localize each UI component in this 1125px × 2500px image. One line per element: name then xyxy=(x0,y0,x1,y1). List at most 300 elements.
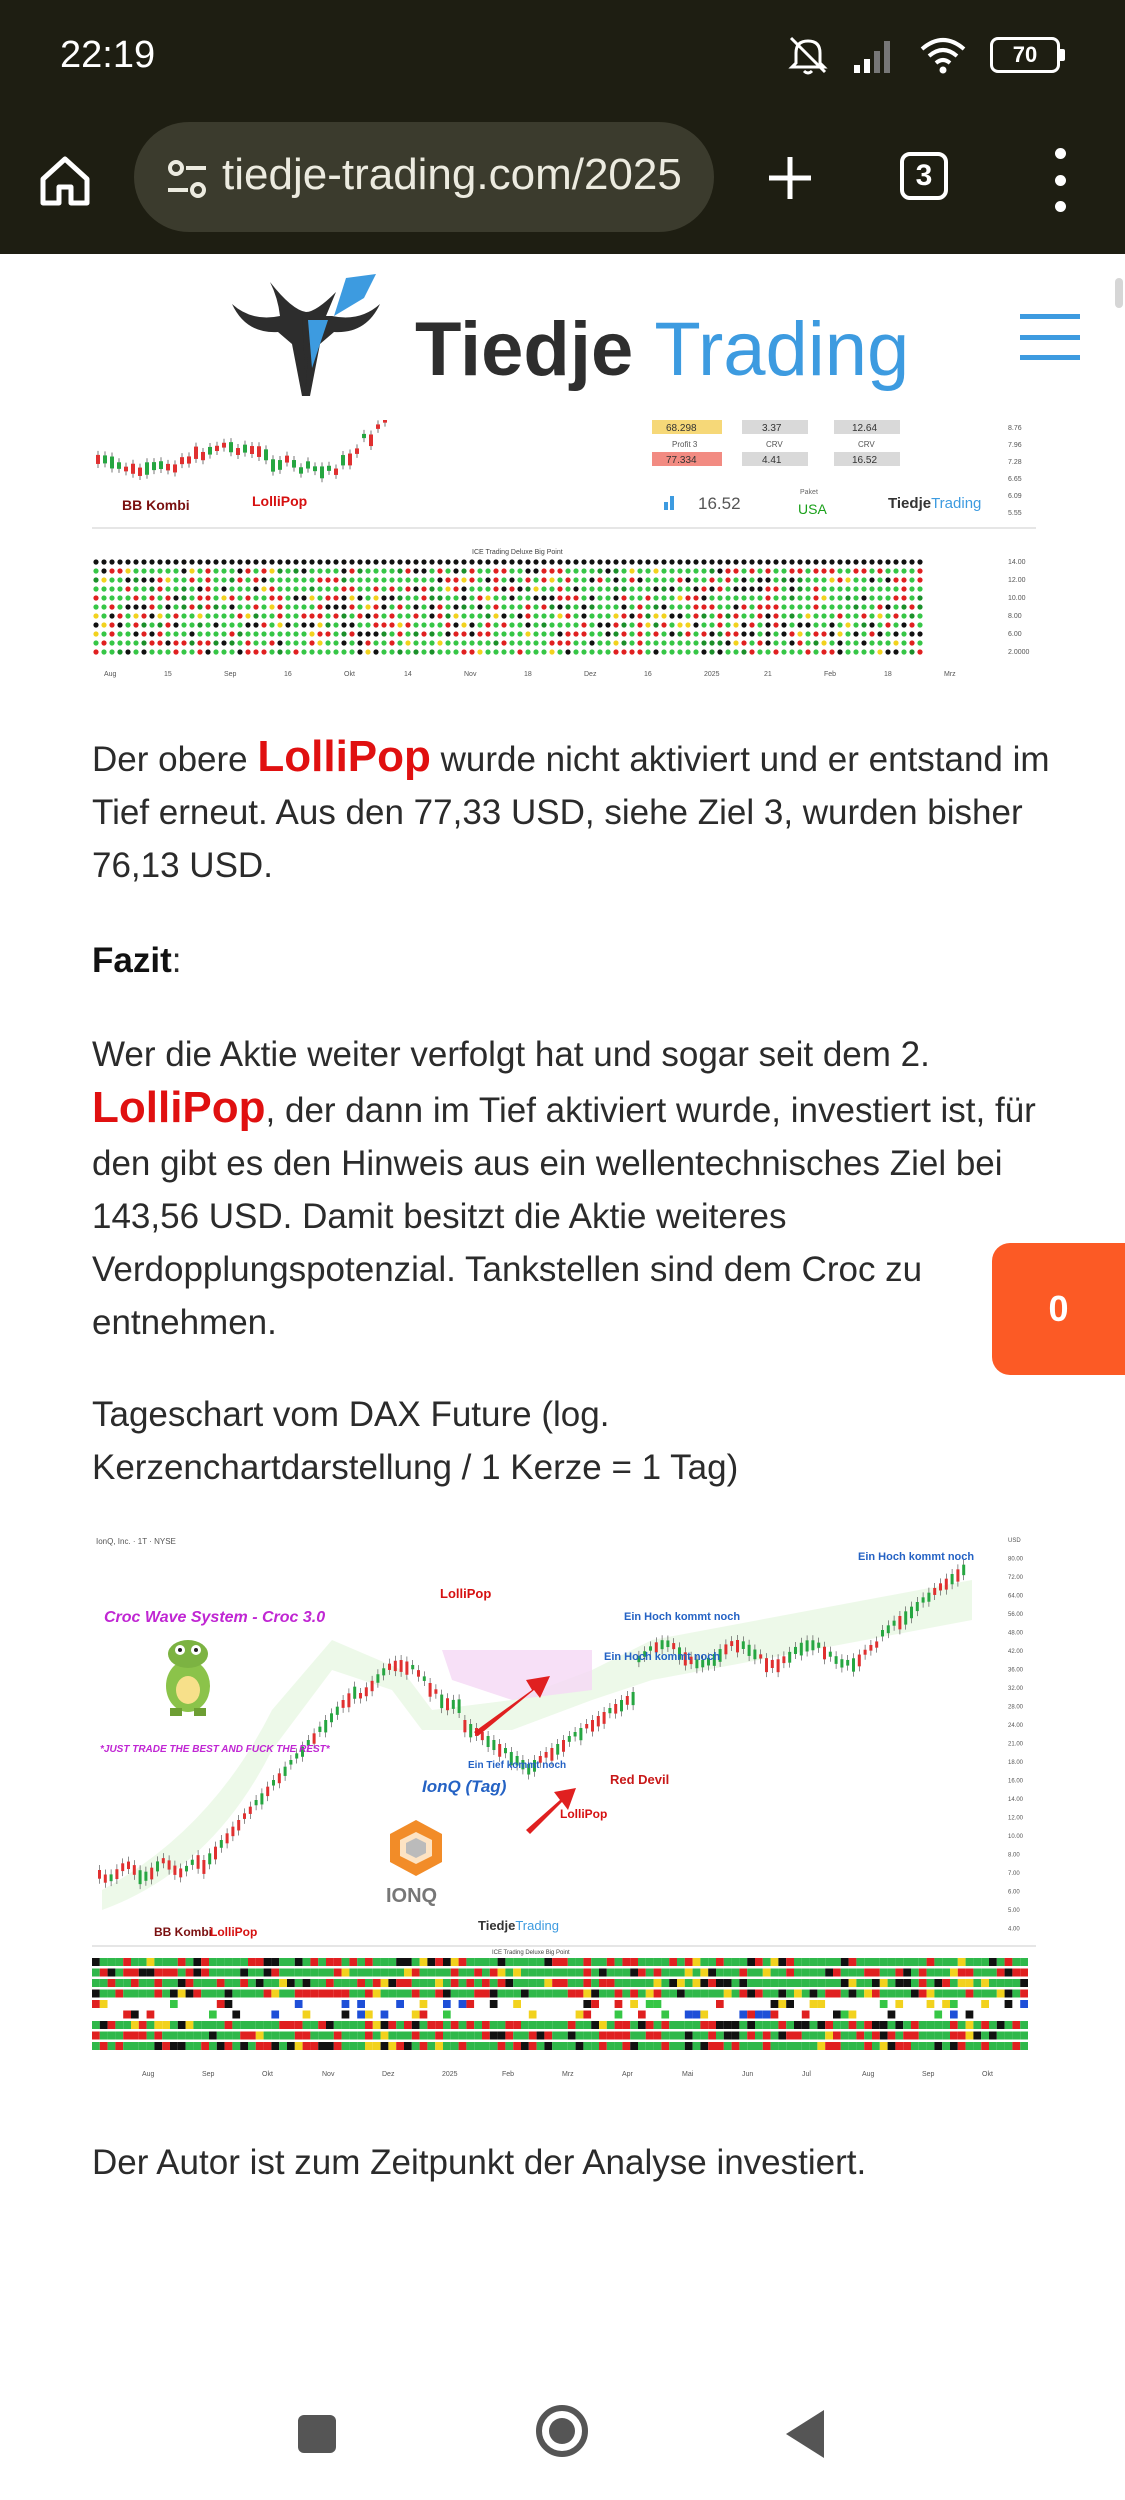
signal-cell xyxy=(404,2042,412,2050)
tab-switcher-button[interactable]: 3 xyxy=(900,152,948,200)
article-paragraph-2: Wer die Aktie weiter verfolgt hat und sogar seit dem 2. LolliPop, der dann im Tief aktiviert wurde, investiert ist, für den gibt es den Hinweis aus ein wellentechnisches Ziel bei 143,56 USD. Damit besitzt die Aktie weiteres Verdopplungspotenzial. Tankstellen sind dem Croc zu entnehmen. xyxy=(92,1035,1036,1342)
site-menu-hamburger-icon[interactable] xyxy=(1020,314,1080,360)
signal-cell xyxy=(763,2000,771,2008)
signal-cell xyxy=(833,2032,841,2040)
signal-cell xyxy=(700,1969,708,1977)
signal-cell xyxy=(786,1969,794,1977)
signal-cell xyxy=(724,1979,732,1987)
signal-dot xyxy=(189,559,194,564)
signal-dot xyxy=(381,649,386,654)
signal-cell xyxy=(529,1990,537,1998)
signal-dot xyxy=(613,613,618,618)
signal-dot xyxy=(373,613,378,618)
candle xyxy=(463,1720,466,1732)
signal-cell xyxy=(427,2000,435,2008)
signal-cell xyxy=(895,1990,903,1998)
signal-cell xyxy=(677,1969,685,1977)
signal-dot xyxy=(341,631,346,636)
signal-cell xyxy=(950,2042,958,2050)
signal-dot xyxy=(365,604,370,609)
signal-cell xyxy=(123,1969,131,1977)
signal-cell xyxy=(934,1990,942,1998)
signal-dot xyxy=(589,568,594,573)
signal-cell xyxy=(396,1990,404,1998)
signal-cell xyxy=(217,2000,225,2008)
signal-cell xyxy=(334,2021,342,2029)
signal-cell xyxy=(154,2042,162,2050)
signal-cell xyxy=(607,1979,615,1987)
signal-cell xyxy=(232,2021,240,2029)
signal-dot xyxy=(901,577,906,582)
signal-dot xyxy=(333,577,338,582)
signal-dot xyxy=(765,631,770,636)
time-axis-tick: 16 xyxy=(644,671,652,678)
signal-dot xyxy=(573,631,578,636)
signal-dot xyxy=(781,559,786,564)
signal-dot xyxy=(197,586,202,591)
signal-dot xyxy=(605,559,610,564)
signal-cell xyxy=(997,1979,1005,1987)
signal-cell xyxy=(334,1969,342,1977)
signal-cell xyxy=(443,1969,451,1977)
site-header xyxy=(0,254,1125,420)
new-tab-button[interactable] xyxy=(750,138,830,218)
signal-cell xyxy=(888,2000,896,2008)
signal-cell xyxy=(154,1958,162,1966)
time-axis-tick: Dez xyxy=(382,2071,395,2078)
signal-dot xyxy=(605,586,610,591)
signal-dot xyxy=(413,595,418,600)
signal-cell xyxy=(888,1958,896,1966)
signal-cell xyxy=(349,1979,357,1987)
signal-dot xyxy=(117,577,122,582)
signal-dot xyxy=(741,622,746,627)
home-button[interactable] xyxy=(30,146,100,216)
signal-dot xyxy=(781,604,786,609)
signal-cell xyxy=(466,2021,474,2029)
signal-cell xyxy=(903,2042,911,2050)
signal-cell xyxy=(521,1969,529,1977)
signal-cell xyxy=(209,2032,217,2040)
signal-cell xyxy=(669,1990,677,1998)
signal-dot xyxy=(549,613,554,618)
signal-dot xyxy=(389,586,394,591)
signal-dot xyxy=(141,577,146,582)
signal-dot xyxy=(285,577,290,582)
signal-cell xyxy=(513,2032,521,2040)
signal-cell xyxy=(240,1990,248,1998)
signal-cell xyxy=(872,2021,880,2029)
signal-cell xyxy=(841,2000,849,2008)
signal-dot xyxy=(797,631,802,636)
signal-cell xyxy=(622,2032,630,2040)
signal-dot xyxy=(877,604,882,609)
signal-dot xyxy=(685,586,690,591)
candle xyxy=(272,1780,275,1786)
candle xyxy=(313,466,317,471)
signal-cell xyxy=(927,1990,935,1998)
signal-cell xyxy=(217,1969,225,1977)
signal-dot xyxy=(813,640,818,645)
url-text[interactable]: tiedje-trading.com/2025 xyxy=(222,150,682,199)
signal-cell xyxy=(451,1958,459,1966)
signal-dot xyxy=(141,586,146,591)
signal-dot xyxy=(293,586,298,591)
signal-dot xyxy=(501,577,506,582)
signal-cell xyxy=(599,1990,607,1998)
price-axis-tick: 72.00 xyxy=(1008,1575,1024,1581)
signal-dot xyxy=(293,622,298,627)
signal-cell xyxy=(505,1969,513,1977)
signal-cell xyxy=(591,1958,599,1966)
signal-cell xyxy=(498,1990,506,1998)
signal-dot xyxy=(869,577,874,582)
signal-dot xyxy=(533,604,538,609)
signal-cell xyxy=(638,2032,646,2040)
signal-dot xyxy=(397,622,402,627)
candle xyxy=(271,459,275,471)
signal-dot xyxy=(357,559,362,564)
signal-dot xyxy=(493,568,498,573)
signal-cell xyxy=(661,2042,669,2050)
signal-dot xyxy=(245,622,250,627)
signal-dot xyxy=(133,559,138,564)
signal-cell xyxy=(100,1958,108,1966)
signal-cell xyxy=(661,2032,669,2040)
signal-cell xyxy=(443,1958,451,1966)
signal-cell xyxy=(716,2011,724,2019)
signal-dot xyxy=(565,604,570,609)
site-logo-text[interactable] xyxy=(415,306,909,393)
signal-dot xyxy=(485,631,490,636)
signal-dot xyxy=(405,595,410,600)
signal-dot xyxy=(637,604,642,609)
signal-cell xyxy=(209,2021,217,2029)
signal-cell xyxy=(435,1969,443,1977)
signal-cell xyxy=(669,2032,677,2040)
signal-dot xyxy=(229,595,234,600)
signal-cell xyxy=(513,2000,521,2008)
candle xyxy=(603,1712,606,1724)
signal-cell xyxy=(318,2032,326,2040)
signal-dot xyxy=(373,568,378,573)
signal-dot xyxy=(381,577,386,582)
signal-cell xyxy=(747,2000,755,2008)
signal-cell xyxy=(763,1979,771,1987)
signal-cell xyxy=(388,2032,396,2040)
signal-cell xyxy=(747,2011,755,2019)
signal-cell xyxy=(521,2011,529,2019)
signal-cell xyxy=(646,2042,654,2050)
signal-dot xyxy=(261,640,266,645)
signal-cell xyxy=(903,1969,911,1977)
signal-dot xyxy=(773,604,778,609)
address-bar[interactable] xyxy=(134,122,714,232)
signal-dot xyxy=(549,568,554,573)
signal-dot xyxy=(485,640,490,645)
signal-cell xyxy=(966,2032,974,2040)
signal-cell xyxy=(927,1958,935,1966)
signal-cell xyxy=(747,1969,755,1977)
signal-dot xyxy=(869,649,874,654)
signal-dot xyxy=(557,604,562,609)
signal-dot xyxy=(629,649,634,654)
signal-dot xyxy=(189,586,194,591)
signal-cell xyxy=(677,1958,685,1966)
signal-dot xyxy=(765,586,770,591)
signal-cell xyxy=(552,1958,560,1966)
signal-cell xyxy=(201,1958,209,1966)
signal-dot xyxy=(413,613,418,618)
signal-dot xyxy=(109,613,114,618)
signal-dot xyxy=(181,613,186,618)
signal-dot xyxy=(349,586,354,591)
page-scrollbar[interactable] xyxy=(1115,278,1123,308)
signal-dot xyxy=(789,568,794,573)
signal-dot xyxy=(829,586,834,591)
signal-dot xyxy=(893,577,898,582)
signal-cell xyxy=(942,1969,950,1977)
signal-dot xyxy=(661,595,666,600)
ionq-tag-label: IonQ (Tag) xyxy=(422,1777,507,1796)
signal-cell xyxy=(1012,1979,1020,1987)
signal-cell xyxy=(279,2042,287,2050)
signal-cell xyxy=(685,1979,693,1987)
signal-dot xyxy=(501,595,506,600)
signal-cell xyxy=(599,1958,607,1966)
signal-dot xyxy=(781,631,786,636)
signal-cell xyxy=(92,1969,100,1977)
signal-dot xyxy=(461,631,466,636)
signal-cell xyxy=(225,1990,233,1998)
signal-cell xyxy=(123,1958,131,1966)
signal-dot xyxy=(549,595,554,600)
signal-dot xyxy=(717,568,722,573)
signal-dot xyxy=(205,649,210,654)
signal-dot xyxy=(693,604,698,609)
signal-cell xyxy=(404,1958,412,1966)
signal-cell xyxy=(435,2042,443,2050)
signal-cell xyxy=(381,2042,389,2050)
price-axis-tick: 5.00 xyxy=(1008,1908,1020,1914)
candle xyxy=(260,1793,263,1804)
signal-cell xyxy=(864,1958,872,1966)
signal-dot xyxy=(741,577,746,582)
signal-dot xyxy=(429,649,434,654)
signal-dot xyxy=(101,586,106,591)
signal-dot xyxy=(341,613,346,618)
signal-cell xyxy=(841,1969,849,1977)
signal-cell xyxy=(708,2000,716,2008)
price-axis-tick: 8.76 xyxy=(1008,425,1022,432)
signal-dot xyxy=(437,586,442,591)
signal-cell xyxy=(677,2021,685,2029)
signal-dot xyxy=(133,568,138,573)
signal-cell xyxy=(334,1958,342,1966)
signal-dot xyxy=(877,559,882,564)
signal-cell xyxy=(435,2011,443,2019)
signal-cell xyxy=(763,1990,771,1998)
signal-cell xyxy=(271,1979,279,1987)
browser-menu-button[interactable] xyxy=(1040,148,1080,212)
signal-dot xyxy=(165,640,170,645)
signal-dot xyxy=(261,559,266,564)
signal-cell xyxy=(162,2011,170,2019)
bull-logo-icon[interactable] xyxy=(226,268,386,408)
signal-dot xyxy=(509,631,514,636)
signal-dot xyxy=(373,577,378,582)
signal-dot xyxy=(109,559,114,564)
signal-dot xyxy=(173,604,178,609)
signal-cell xyxy=(833,2042,841,2050)
time-axis-tick: Sep xyxy=(922,2071,935,2078)
candle xyxy=(266,1787,269,1796)
signal-cell xyxy=(763,2032,771,2040)
signal-dot xyxy=(733,595,738,600)
candle xyxy=(197,1855,200,1869)
signal-dot xyxy=(605,568,610,573)
signal-cell xyxy=(295,1979,303,1987)
signal-dot xyxy=(541,586,546,591)
signal-dot xyxy=(109,622,114,627)
bb-kombi-label: BB Kombi xyxy=(122,497,190,513)
signal-dot xyxy=(301,586,306,591)
signal-dot xyxy=(445,631,450,636)
signal-cell xyxy=(654,2000,662,2008)
candle xyxy=(440,1695,443,1709)
signal-dot xyxy=(813,622,818,627)
signal-cell xyxy=(880,2032,888,2040)
stat-value: 12.64 xyxy=(852,423,878,434)
signal-cell xyxy=(934,1958,942,1966)
signal-dot xyxy=(197,559,202,564)
signal-dot xyxy=(293,613,298,618)
signal-dot xyxy=(797,595,802,600)
candle xyxy=(341,455,345,465)
signal-dot xyxy=(885,586,890,591)
price-axis-tick: 56.00 xyxy=(1008,1612,1024,1618)
signal-cell xyxy=(732,2032,740,2040)
signal-cell xyxy=(498,2021,506,2029)
signal-cell xyxy=(1020,1969,1028,1977)
ionq-logo-text: IONQ xyxy=(386,1885,438,1907)
signal-dot xyxy=(725,613,730,618)
lollipop-label: LolliPop xyxy=(252,493,308,509)
signal-cell xyxy=(139,1958,147,1966)
signal-cell xyxy=(466,2011,474,2019)
signal-cell xyxy=(864,1990,872,1998)
signal-cell xyxy=(841,2032,849,2040)
signal-dot xyxy=(469,577,474,582)
home-nav-button[interactable] xyxy=(536,2405,588,2457)
signal-cell xyxy=(583,2011,591,2019)
candle xyxy=(159,461,163,469)
recent-apps-button[interactable] xyxy=(298,2415,336,2453)
signal-dot xyxy=(485,586,490,591)
signal-cell xyxy=(817,1979,825,1987)
signal-dot xyxy=(917,604,922,609)
signal-dot xyxy=(525,631,530,636)
signal-dot xyxy=(149,604,154,609)
signal-dot xyxy=(205,568,210,573)
signal-cell xyxy=(427,1958,435,1966)
signal-dot xyxy=(701,568,706,573)
signal-cell xyxy=(373,1979,381,1987)
site-settings-icon[interactable] xyxy=(162,154,212,204)
signal-dot xyxy=(805,649,810,654)
signal-dot xyxy=(165,631,170,636)
signal-dot xyxy=(285,613,290,618)
signal-cell xyxy=(810,1969,818,1977)
signal-dot xyxy=(485,577,490,582)
signal-cell xyxy=(841,2042,849,2050)
signal-cell xyxy=(817,2032,825,2040)
signal-dot xyxy=(893,622,898,627)
signal-cell xyxy=(685,1990,693,1998)
candle xyxy=(139,1870,142,1884)
candle xyxy=(285,456,289,463)
signal-dot xyxy=(261,604,266,609)
time-axis-tick: Nov xyxy=(322,2071,335,2078)
signal-dot xyxy=(693,622,698,627)
signal-cell xyxy=(271,2021,279,2029)
signal-dot xyxy=(685,559,690,564)
signal-dot xyxy=(269,631,274,636)
signal-cell xyxy=(139,1969,147,1977)
signal-dot xyxy=(565,640,570,645)
signal-dot xyxy=(837,613,842,618)
signal-dot xyxy=(317,649,322,654)
signal-dot xyxy=(341,640,346,645)
signal-cell xyxy=(459,2032,467,2040)
signal-dot xyxy=(389,595,394,600)
signal-dot xyxy=(645,586,650,591)
price-axis-tick: 42.00 xyxy=(1008,1649,1024,1655)
signal-cell xyxy=(505,1990,513,1998)
signal-dot xyxy=(637,595,642,600)
signal-dot xyxy=(317,613,322,618)
signal-dot xyxy=(333,640,338,645)
comment-count-button[interactable]: 0 xyxy=(992,1243,1125,1375)
signal-cell xyxy=(794,1979,802,1987)
signal-cell xyxy=(903,1979,911,1987)
signal-dot xyxy=(293,631,298,636)
signal-dot xyxy=(165,613,170,618)
signal-cell xyxy=(451,1990,459,1998)
signal-dot xyxy=(253,595,258,600)
signal-cell xyxy=(193,1990,201,1998)
signal-dot xyxy=(901,568,906,573)
signal-cell xyxy=(201,2000,209,2008)
signal-cell xyxy=(193,2032,201,2040)
signal-cell xyxy=(544,2021,552,2029)
signal-dot xyxy=(557,577,562,582)
signal-cell xyxy=(162,2000,170,2008)
signal-cell xyxy=(630,2000,638,2008)
signal-dot xyxy=(445,649,450,654)
signal-cell xyxy=(544,2011,552,2019)
candle xyxy=(173,464,177,472)
signal-cell xyxy=(989,2011,997,2019)
signal-cell xyxy=(279,2021,287,2029)
signal-cell xyxy=(217,1958,225,1966)
back-button[interactable] xyxy=(786,2410,824,2458)
signal-dot xyxy=(893,640,898,645)
candle xyxy=(371,1681,374,1691)
signal-cell xyxy=(888,1979,896,1987)
signal-dot xyxy=(613,622,618,627)
signal-dot xyxy=(677,559,682,564)
